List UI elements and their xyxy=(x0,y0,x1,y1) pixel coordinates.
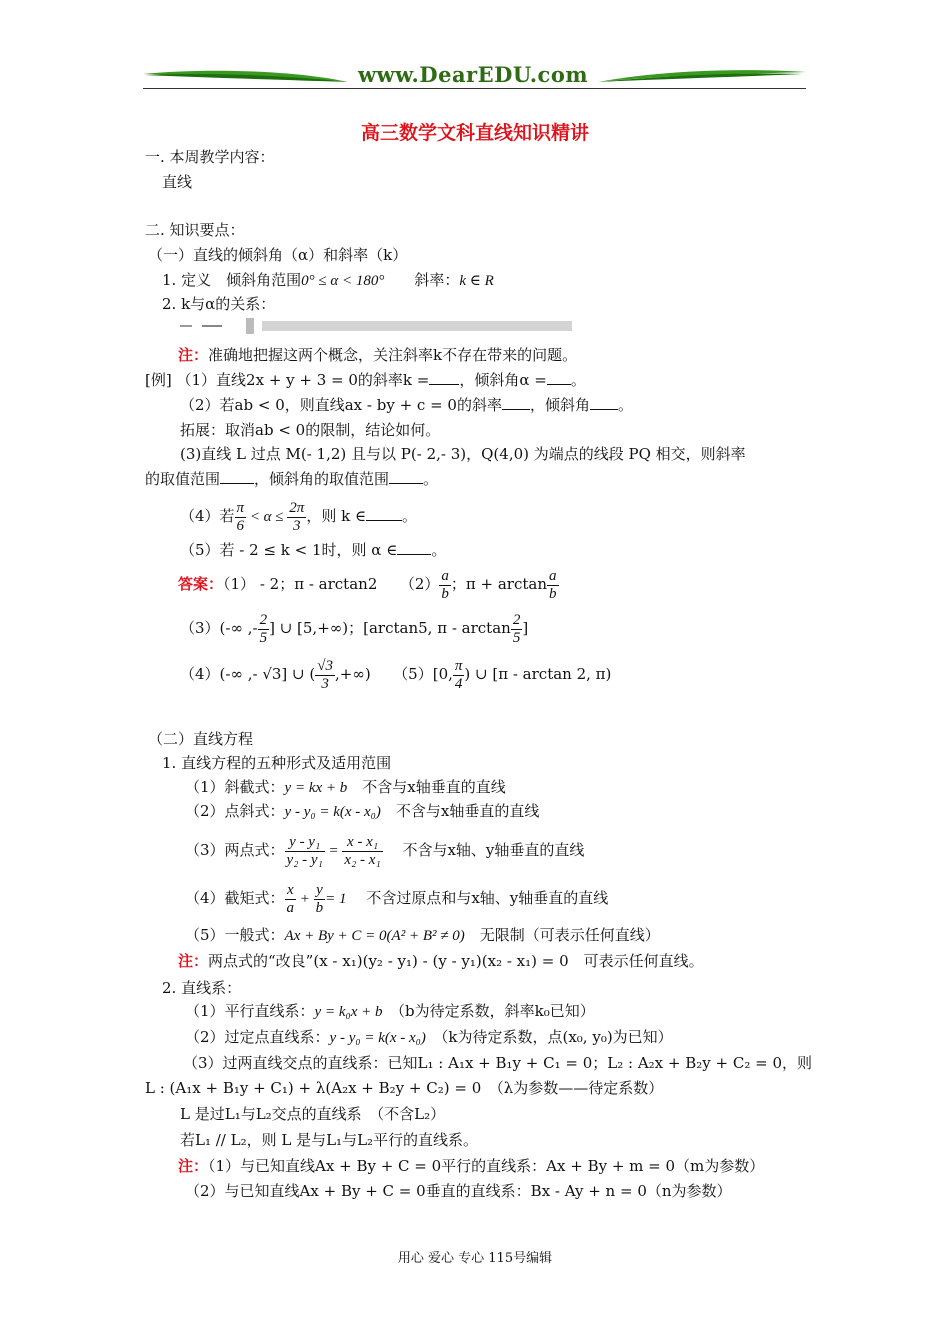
example-2-text-b: ，倾斜角 xyxy=(529,396,590,414)
fraction-numerator: a xyxy=(549,567,557,584)
fraction-numerator: 2 xyxy=(512,611,521,628)
form-1-equation: y = kx + b xyxy=(284,780,348,796)
note-2-text: 两点式的“改良”(x - x₁)(y₂ - y₁) - (y - y₁)(x₂ - x₁) = 0 可表示任何直线。 xyxy=(208,952,704,970)
note-3 xyxy=(178,1156,764,1176)
fraction-denominator: b xyxy=(549,585,557,602)
form-1-note: 不含与x轴垂直的直线 xyxy=(362,778,506,796)
section-1-topic: 直线 xyxy=(162,173,193,191)
subsection-2-heading: （二）直线方程 xyxy=(148,730,254,748)
fraction-numerator: √3 xyxy=(317,657,333,674)
form-3-note: 不含与x轴、y轴垂直的直线 xyxy=(402,841,585,859)
fraction-denominator: b xyxy=(441,585,449,602)
answers-row-1 xyxy=(178,566,559,603)
example-label: [例] xyxy=(145,371,172,389)
fraction xyxy=(235,500,247,535)
fraction-denominator: 3 xyxy=(321,675,329,692)
family-1-note: （b为待定系数，斜率k₀已知） xyxy=(397,1002,595,1020)
extension: 拓展：取消ab < 0的限制，结论如何。 xyxy=(180,421,441,439)
example-4-text-b: ，则 k ∈ xyxy=(306,507,367,525)
example-5-text: （5）若 - 2 ≤ k < 1时，则 α ∈ xyxy=(180,541,398,559)
answer-blank[interactable] xyxy=(397,540,431,555)
section-2-heading: 二. 知识要点： xyxy=(145,221,245,239)
fraction xyxy=(547,568,559,603)
fraction xyxy=(258,612,270,647)
form-5-label: （5）一般式： xyxy=(185,926,285,944)
answer-blank[interactable] xyxy=(502,395,530,410)
fraction-denominator: y₂ - y₁ xyxy=(286,851,323,868)
fraction xyxy=(511,612,523,647)
answer-4: （4）(-∞ ,- √3] ∪ ( xyxy=(180,665,316,683)
answer-3-b: ] ∪ [5,+∞)；[arctan5, π - arctan xyxy=(269,619,511,637)
family-2-label: （2）过定点直线系： xyxy=(185,1028,330,1046)
answer-5: ,+∞) （5）[0, xyxy=(334,665,453,683)
angle-range: 0° ≤ α < 180° xyxy=(301,273,385,289)
form-2-note: 不含与x轴垂直的直线 xyxy=(395,802,540,820)
fraction xyxy=(439,568,451,603)
family-intersection-equation: L : (A₁x + B₁y + C₁) + λ(A₂x + B₂y + C₂) = 0 （λ为参数——待定系数） xyxy=(145,1079,664,1097)
family-1-equation: y = k₀x + b xyxy=(314,1004,383,1020)
fraction xyxy=(453,658,465,693)
example-3: (3)直线 L 过点 M(- 1,2) 且与以 P(- 2,- 3)，Q(4,0) 为端点的线段 PQ 相交，则斜率 xyxy=(180,445,746,463)
family-2-note: （k为待定系数，点(x₀, y₀)为已知） xyxy=(440,1028,673,1046)
example-1-text: （1）直线2x + y + 3 = 0的斜率k = xyxy=(176,371,430,389)
form-2-equation: y - y₀ = k(x - x₀) xyxy=(284,804,381,820)
example-3-text-c: ，倾斜角的取值范围 xyxy=(254,470,390,488)
answer-1: （1） - 2；π - arctan2 （2） xyxy=(223,575,440,593)
note-1 xyxy=(178,345,577,365)
answer-2: ；π + arctan xyxy=(450,575,548,593)
answer-blank[interactable] xyxy=(220,469,254,484)
answer-blank[interactable] xyxy=(590,395,618,410)
fraction xyxy=(285,834,325,869)
fraction-denominator: 5 xyxy=(512,629,521,646)
fraction-denominator: 4 xyxy=(454,675,463,692)
form-4-note: 不含过原点和与x轴、y轴垂直的直线 xyxy=(366,889,609,907)
answer-3-c: ] xyxy=(522,619,529,637)
note-2 xyxy=(178,951,704,971)
answer-blank[interactable] xyxy=(429,370,459,385)
fraction xyxy=(342,834,382,869)
answers-label: 答案： xyxy=(178,575,224,593)
fraction-numerator: y - y₁ xyxy=(285,834,325,852)
site-name[interactable]: www.DearEDU.com xyxy=(357,62,589,87)
example-2-text-c: 。 xyxy=(618,396,634,414)
fraction-denominator: b xyxy=(315,899,324,916)
garbled-formula-image xyxy=(180,318,580,334)
example-3-text-d: 。 xyxy=(423,470,439,488)
family-intersection-note: L 是过L₁与L₂交点的直线系 （不含L₂） xyxy=(180,1105,446,1123)
form-point-slope xyxy=(185,801,539,822)
note-1-text: 准确地把握这两个概念，关注斜率k不存在带来的问题。 xyxy=(208,346,578,364)
example-4-text-a: （4）若 xyxy=(180,507,235,525)
form-3-label: （3）两点式： xyxy=(185,841,285,859)
fraction-numerator: π xyxy=(236,499,245,516)
form-5-note: 无限制（可表示任何直线） xyxy=(479,926,660,944)
fraction-denominator: x₂ - x₁ xyxy=(344,851,381,868)
fraction-denominator: 6 xyxy=(236,517,245,534)
form-two-point: （3）两点式： $\frac{\text{y - y₁}}{\text{y₂ - y₁}}$ = $\frac{\text{x - x₁}}{\text{x₂ - x₁}}$ 不含与x轴、y轴垂直的直线 xyxy=(185,833,585,868)
fraction xyxy=(315,658,335,693)
fraction-denominator: 3 xyxy=(293,517,301,534)
fraction-numerator: x xyxy=(285,882,297,900)
example-1-text-b: ，倾斜角α = xyxy=(459,371,547,389)
form-4-equation: = 1 xyxy=(325,891,347,907)
form-2-label: （2）点斜式： xyxy=(185,802,285,820)
example-4-text-c: 。 xyxy=(402,507,418,525)
example-2 xyxy=(180,395,633,415)
fraction xyxy=(285,882,297,917)
slope-label: 斜率： xyxy=(414,271,460,289)
answer-3: （3）(-∞ ,- xyxy=(180,619,258,637)
example-1 xyxy=(145,370,586,390)
definition-label: 1. 定义 倾斜角范围 xyxy=(162,271,302,289)
relation-label: 2. k与α的关系： xyxy=(162,295,276,313)
form-4-label: （4）截矩式： xyxy=(185,889,285,907)
answer-blank[interactable] xyxy=(389,469,423,484)
form-5-equation: Ax + By + C = 0(A² + B² ≠ 0) xyxy=(284,928,465,944)
fraction xyxy=(287,500,306,535)
line-families-heading: 2. 直线系： xyxy=(162,979,242,997)
answers-row-2 xyxy=(180,610,528,647)
relation-line xyxy=(162,294,275,314)
family-parallel xyxy=(185,1001,595,1022)
note-2-label: 注： xyxy=(178,952,209,970)
fraction-numerator: a xyxy=(441,567,449,584)
example-3-cont xyxy=(145,469,438,489)
family-fixed-point xyxy=(185,1027,673,1048)
example-4: （4）若 $\frac{\pi}{6}$ < α ≤ $\frac{2\pi}{3}$ ，则 k ∈ 。 xyxy=(180,499,418,534)
example-5 xyxy=(180,540,446,560)
family-2-equation: y - y₀ = k(x - x₀) xyxy=(329,1030,426,1046)
section-1-heading: 一. 本周教学内容： xyxy=(145,148,275,166)
page-footer: 用心 爱心 专心 115号编辑 xyxy=(397,1251,553,1266)
example-5-text-c: 。 xyxy=(431,541,447,559)
note-1-label: 注： xyxy=(178,346,209,364)
answer-blank[interactable] xyxy=(366,506,402,521)
family-1-label: （1）平行直线系： xyxy=(185,1002,315,1020)
fraction-numerator: x - x₁ xyxy=(342,834,382,852)
fraction xyxy=(314,882,326,917)
subsection-1-heading: （一）直线的倾斜角（α）和斜率（k） xyxy=(148,246,408,264)
fraction-numerator: 2 xyxy=(259,611,268,628)
family-parallel-note: 若L₁ // L₂，则 L 是与L₁与L₂平行的直线系。 xyxy=(180,1131,479,1149)
forms-heading: 1. 直线方程的五种形式及适用范围 xyxy=(162,754,392,772)
answer-5-b: ) ∪ [π - arctan 2, π) xyxy=(464,665,612,683)
definition-line xyxy=(162,270,494,291)
form-1-label: （1）斜截式： xyxy=(185,778,285,796)
slope-range: k ∈ R xyxy=(459,273,494,289)
fraction-numerator: y xyxy=(314,882,326,900)
fraction-numerator: π xyxy=(454,657,463,674)
form-slope-intercept xyxy=(185,777,506,798)
fraction-numerator: 2π xyxy=(289,499,305,516)
example-1-text-c: 。 xyxy=(570,371,586,389)
answers-row-3 xyxy=(180,656,611,693)
example-3-text-b: 的取值范围 xyxy=(145,470,221,488)
answer-blank[interactable] xyxy=(547,370,571,385)
note-3-item-2: （2）与已知直线Ax + By + C = 0垂直的直线系：Bx - Ay + n = 0（n为参数） xyxy=(185,1182,732,1200)
form-general xyxy=(185,925,660,946)
fraction-denominator: 5 xyxy=(259,629,268,646)
page-title: 高三数学文科直线知识精讲 xyxy=(360,122,589,144)
note-3-label: 注： xyxy=(178,1157,209,1175)
form-intercept: （4）截矩式： $\frac{x}{a}$ + $\frac{y}{b}$ = 1 不含过原点和与x轴、y轴垂直的直线 xyxy=(185,881,609,916)
fraction-denominator: a xyxy=(286,899,295,916)
header-rule xyxy=(143,88,806,89)
family-intersection: （3）过两直线交点的直线系：已知L₁ : A₁x + B₁y + C₁ = 0；L₂ : A₂x + B₂y + C₂ = 0，则 xyxy=(183,1054,812,1072)
note-3-item-1: （1）与已知直线Ax + By + C = 0平行的直线系：Ax + By + m = 0（m为参数） xyxy=(208,1157,765,1175)
example-2-text: （2）若ab < 0，则直线ax - by + c = 0的斜率 xyxy=(180,396,502,414)
